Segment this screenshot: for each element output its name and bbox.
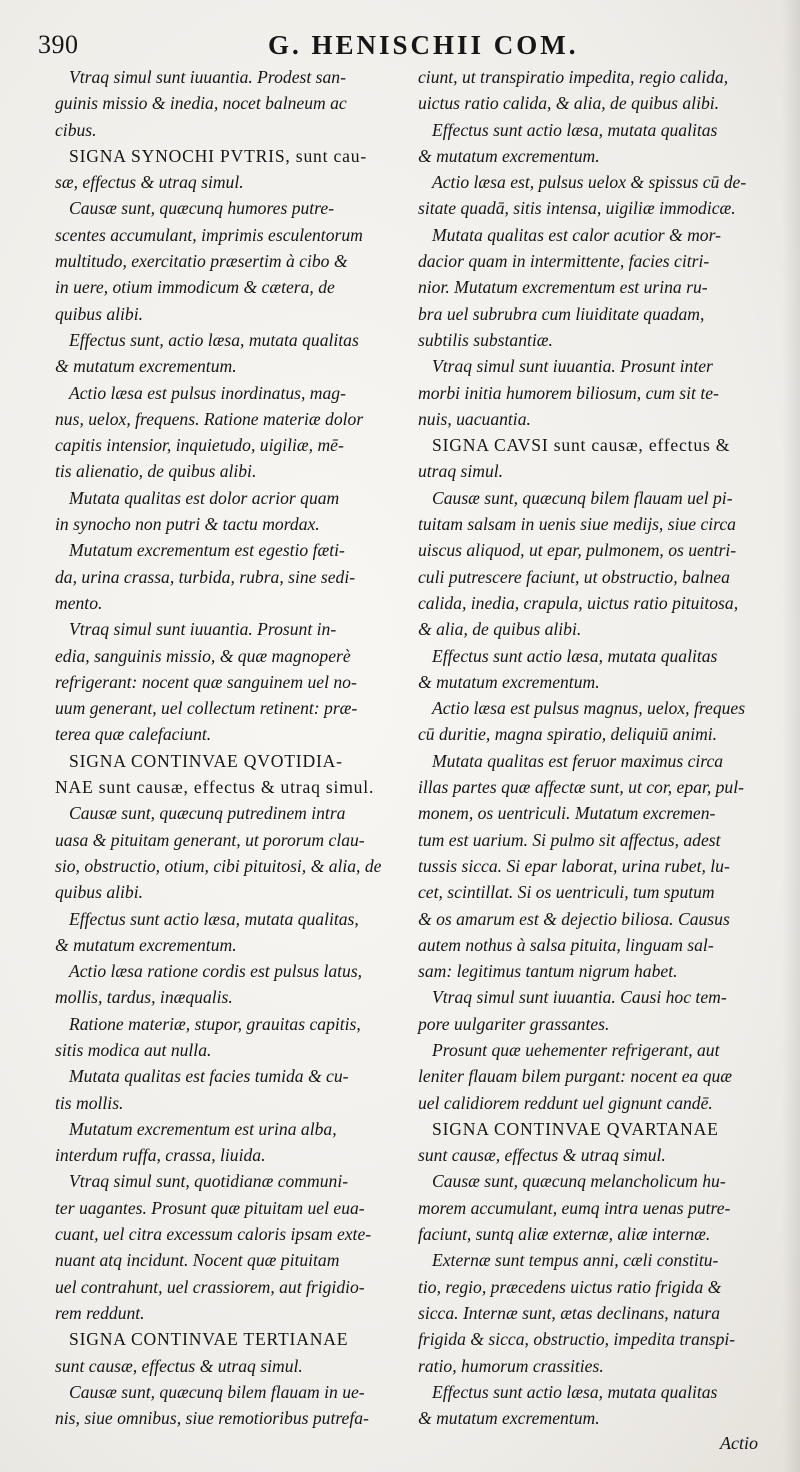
text-line: cibus. — [55, 119, 97, 140]
text-line: nus, uelox, frequens. Ratione materiæ dolor — [55, 408, 364, 429]
text-line: guinis missio & inedia, nocet balneum ac — [55, 93, 347, 114]
text-line: Actio læsa est, pulsus uelox & spissus cū de- — [432, 172, 747, 193]
text-line: leniter flauam bilem purgant: nocent ea quæ — [418, 1066, 733, 1087]
text-line: NAE sunt causæ, effectus & utraq simul. — [55, 777, 375, 798]
page-number: 390 — [38, 30, 79, 59]
text-line: terea quæ calefaciunt. — [55, 724, 212, 745]
text-line: SIGNA CAVSI sunt causæ, effectus & — [432, 435, 731, 456]
text-line: cuant, uel citra excessum caloris ipsam exte- — [55, 1224, 372, 1245]
text-line: & mutatum excrementum. — [55, 934, 237, 955]
text-line: pore uulgariter grassantes. — [418, 1013, 610, 1034]
text-line: sæ, effectus & utraq simul. — [55, 172, 244, 193]
text-line: & mutatum excrementum. — [418, 671, 600, 692]
text-line: refrigerant: nocent quæ sanguinem uel no- — [55, 671, 357, 692]
text-line: autem nothus à salsa pituita, linguam sal- — [418, 934, 714, 955]
text-line: nior. Mutatum excrementum est urina ru- — [418, 277, 708, 298]
text-line: SIGNA CONTINVAE QVARTANAE — [432, 1118, 719, 1139]
text-line: in synocho non putri & tactu mordax. — [55, 514, 320, 535]
text-line: sam: legitimus tantum nigrum habet. — [418, 961, 678, 982]
text-line: tum est uarium. Si pulmo sit affectus, adest — [418, 829, 721, 850]
text-line: quibus alibi. — [55, 303, 143, 324]
text-line: sunt causæ, effectus & utraq simul. — [55, 1355, 303, 1376]
text-line: Vtraq simul sunt, quotidianæ communi- — [69, 1171, 349, 1192]
text-line: morbi initia humorem biliosum, cum sit te- — [418, 382, 719, 403]
text-line: ciunt, ut transpiratio impedita, regio calida, — [418, 67, 729, 87]
text-line: Mutata qualitas est calor acutior & mor- — [432, 224, 721, 245]
text-line: nuis, uacuantia. — [418, 408, 531, 429]
text-line: Externæ sunt tempus anni, cæli constitu- — [432, 1250, 719, 1271]
text-line: cet, scintillat. Si os uentriculi, tum sputum — [418, 882, 715, 903]
text-line: Causæ sunt, quæcunq bilem flauam uel pi- — [432, 487, 733, 508]
text-line: uasa & pituitam generant, ut pororum clau- — [55, 829, 365, 850]
text-line: Mutata qualitas est feruor maximus circa — [432, 750, 724, 771]
text-line: uictus ratio calida, & alia, de quibus alibi. — [418, 93, 720, 114]
text-line: Causæ sunt, quæcunq putredinem intra — [69, 803, 346, 824]
text-line: utraq simul. — [418, 461, 504, 482]
text-line: SIGNA SYNOCHI PVTRIS, sunt cau- — [69, 145, 368, 166]
text-line: bra uel subrubra cum liuiditate quadam, — [418, 303, 705, 324]
text-line: Effectus sunt, actio læsa, mutata qualitas — [69, 329, 359, 350]
text-line: rem reddunt. — [55, 1302, 145, 1323]
text-line: Actio læsa est pulsus inordinatus, mag- — [69, 382, 346, 403]
text-line: culi putrescere faciunt, ut obstructio, balnea — [418, 566, 730, 587]
text-line: nis, siue omnibus, siue remotioribus putrefa- — [55, 1408, 369, 1429]
text-line: tio, regio, præcedens uictus ratio frigida & — [418, 1276, 722, 1297]
text-line: Effectus sunt actio læsa, mutata qualitas — [432, 1381, 718, 1402]
running-head: G. HENISCHII COM. — [268, 30, 579, 60]
text-line: & mutatum excrementum. — [418, 145, 600, 166]
text-line: & os amarum est & dejectio biliosa. Causus — [418, 908, 730, 929]
text-line: da, urina crassa, turbida, rubra, sine sedi- — [55, 566, 356, 587]
text-line: in uere, otium immodicum & cætera, de — [55, 277, 335, 298]
text-line: nuant atq incidunt. Nocent quæ pituitam — [55, 1250, 340, 1271]
text-line: Vtraq simul sunt iuuantia. Causi hoc tem- — [432, 987, 727, 1008]
text-line: Prosunt quæ uehementer refrigerant, aut — [432, 1039, 720, 1060]
text-line: multitudo, exercitatio præsertim à cibo & — [55, 251, 348, 272]
text-line: Mutata qualitas est dolor acrior quam — [69, 487, 340, 508]
text-line: SIGNA CONTINVAE QVOTIDIA- — [69, 750, 343, 771]
text-line: mento. — [55, 592, 103, 613]
text-line: Effectus sunt actio læsa, mutata qualitas, — [69, 908, 359, 929]
left-column — [55, 64, 395, 1452]
text-line: uel contrahunt, uel crassiorem, aut frigidio- — [55, 1276, 365, 1297]
text-line: Mutatum excrementum est urina alba, — [69, 1118, 337, 1139]
text-line: mollis, tardus, inæqualis. — [55, 987, 233, 1008]
text-line: monem, os uentriculi. Mutatum excremen- — [418, 803, 716, 824]
text-line: calida, inedia, crapula, uictus ratio pituitosa, — [418, 592, 739, 613]
text-line: sitate quadā, sitis intensa, uigiliæ immodicæ. — [418, 198, 736, 219]
text-line: ter uagantes. Prosunt quæ pituitam uel eua- — [55, 1197, 365, 1218]
text-line: & mutatum excrementum. — [418, 1408, 600, 1429]
text-line: Mutatum excrementum est egestio fæti- — [69, 540, 345, 561]
text-line: & alia, de quibus alibi. — [418, 619, 582, 640]
text-line: uiscus aliquod, ut epar, pulmonem, os uentri- — [418, 540, 737, 561]
text-line: illas partes quæ affectæ sunt, ut cor, epar, pul- — [418, 777, 744, 798]
text-line: tis alienatio, de quibus alibi. — [55, 461, 257, 482]
right-column — [418, 64, 776, 1452]
text-line: SIGNA CONTINVAE TERTIANAE — [69, 1329, 349, 1350]
text-line: Actio læsa est pulsus magnus, uelox, freques — [432, 698, 746, 719]
text-line: interdum ruffa, crassa, liuida. — [55, 1145, 266, 1166]
text-line: sitis modica aut nulla. — [55, 1039, 212, 1060]
text-line: ratio, humorum crassities. — [418, 1355, 604, 1376]
text-line: edia, sanguinis missio, & quæ magnoperè — [55, 645, 351, 666]
text-line: Mutata qualitas est facies tumida & cu- — [69, 1066, 349, 1087]
text-line: & mutatum excrementum. — [55, 356, 237, 377]
text-line: scentes accumulant, imprimis esculentorum — [55, 224, 363, 245]
text-line: Ratione materiæ, stupor, grauitas capitis, — [69, 1013, 361, 1034]
text-line: faciunt, suntq aliæ externæ, aliæ internæ. — [418, 1224, 711, 1245]
text-line: uum generant, uel collectum retinent: præ- — [55, 698, 358, 719]
text-line: morem accumulant, eumq intra uenas putre- — [418, 1197, 731, 1218]
text-line: Vtraq simul sunt iuuantia. Prosunt in- — [69, 619, 337, 640]
text-line: Causæ sunt, quæcunq bilem flauam in ue- — [69, 1381, 365, 1402]
text-line: Vtraq simul sunt iuuantia. Prosunt inter — [432, 356, 713, 377]
text-line: Effectus sunt actio læsa, mutata qualitas — [432, 119, 718, 140]
page-header — [38, 26, 770, 66]
text-line: Causæ sunt, quæcunq humores putre- — [69, 198, 335, 219]
text-line: sicca. Internæ sunt, ætas declinans, natura — [418, 1302, 721, 1323]
text-line: capitis intensior, inquietudo, uigiliæ, mē- — [55, 435, 344, 456]
text-line: sunt causæ, effectus & utraq simul. — [418, 1145, 666, 1166]
text-line: sio, obstructio, otium, cibi pituitosi, & alia, de — [55, 855, 382, 876]
text-line: subtilis substantiæ. — [418, 329, 553, 350]
text-line: Vtraq simul sunt iuuantia. Prodest san- — [69, 67, 346, 87]
text-line: Effectus sunt actio læsa, mutata qualitas — [432, 645, 718, 666]
text-line: tussis sicca. Si epar laborat, urina rubet, lu- — [418, 855, 730, 876]
page-edge-shadow — [782, 0, 800, 1472]
text-line: uel calidiorem reddunt uel gignunt candē. — [418, 1092, 713, 1113]
text-line: cū duritie, magna spiratio, deliquiū animi. — [418, 724, 718, 745]
text-line: tis mollis. — [55, 1092, 124, 1113]
text-line: tuitam salsam in uenis siue medijs, siue circa — [418, 514, 736, 535]
text-line: Actio læsa ratione cordis est pulsus latus, — [69, 961, 363, 982]
text-line: Causæ sunt, quæcunq melancholicum hu- — [432, 1171, 726, 1192]
text-line: dacior quam in intermittente, facies citri- — [418, 251, 710, 272]
catchword: Actio — [720, 1433, 758, 1453]
text-line: quibus alibi. — [55, 882, 143, 903]
text-line: frigida & sicca, obstructio, impedita transpi- — [418, 1329, 736, 1350]
